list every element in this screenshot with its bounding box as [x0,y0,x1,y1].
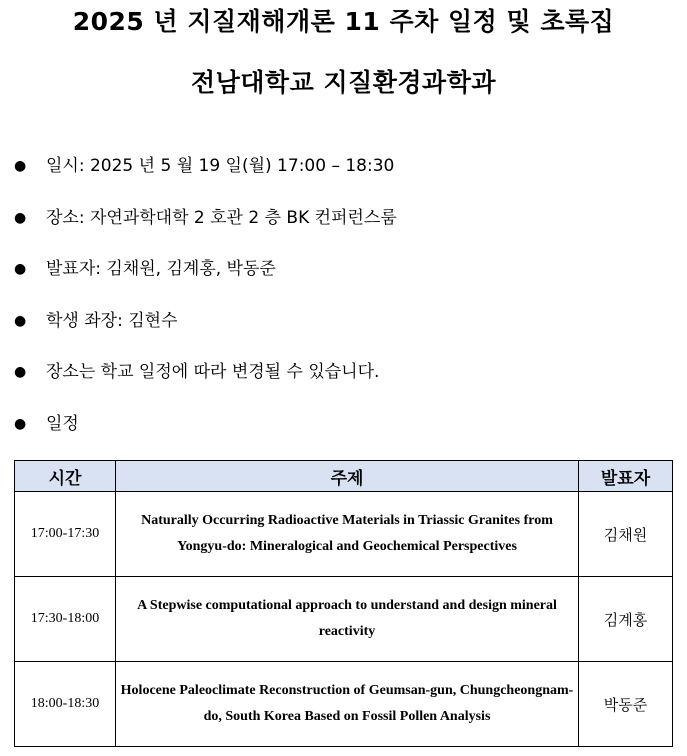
header-topic: 주제 [116,461,579,492]
info-date: ● 일시: 2025 년 5 월 19 일(월) 17:00 – 18:30 [14,152,397,204]
header-presenter: 발표자 [579,461,673,492]
info-list [14,152,397,462]
table-row [15,492,673,577]
document-title: 2025 년 지질재해개론 11 주차 일정 및 초록집 [72,7,615,36]
row-topic: A Stepwise computational approach to understand and design mineral reactivity [116,577,579,662]
row-presenter: 김채원 [579,492,673,577]
row-presenter: 박동준 [579,662,673,747]
table-row [15,662,673,747]
info-presenters: ● 발표자: 김채원, 김계홍, 박동준 [14,255,397,307]
info-chair: ● 학생 좌장: 김현수 [14,307,397,359]
info-location: ● 장소: 자연과학대학 2 호관 2 층 BK 컨퍼런스룸 [14,204,397,256]
bullet-icon: ● [14,158,27,174]
bullet-icon: ● [14,312,27,329]
row-topic: Naturally Occurring Radioactive Materials in Triassic Granites from Yongyu-do: Mineralogical and Geochemical Perspectives [116,492,579,577]
bullet-icon: ● [14,261,27,278]
table-header-row [15,461,673,492]
row-topic: Holocene Paleoclimate Reconstruction of Geumsan-gun, Chungcheongnam-do, South Korea Based on Fossil Pollen Analysis [116,662,579,747]
department-title: 전남대학교 지질환경과학과 [190,68,496,97]
header-time: 시간 [15,461,116,492]
row-time: 17:30-18:00 [15,577,116,662]
info-notice: ● 장소는 학교 일정에 따라 변경될 수 있습니다. [14,358,397,410]
row-time: 18:00-18:30 [15,662,116,747]
schedule-table [14,460,673,747]
bullet-icon: ● [14,209,27,226]
row-time: 17:00-17:30 [15,492,116,577]
bullet-icon: ● [14,364,27,381]
table-row [15,577,673,662]
row-presenter: 김계홍 [579,577,673,662]
bullet-icon: ● [14,415,27,432]
info-schedule-label: ● 일정 [14,410,397,462]
